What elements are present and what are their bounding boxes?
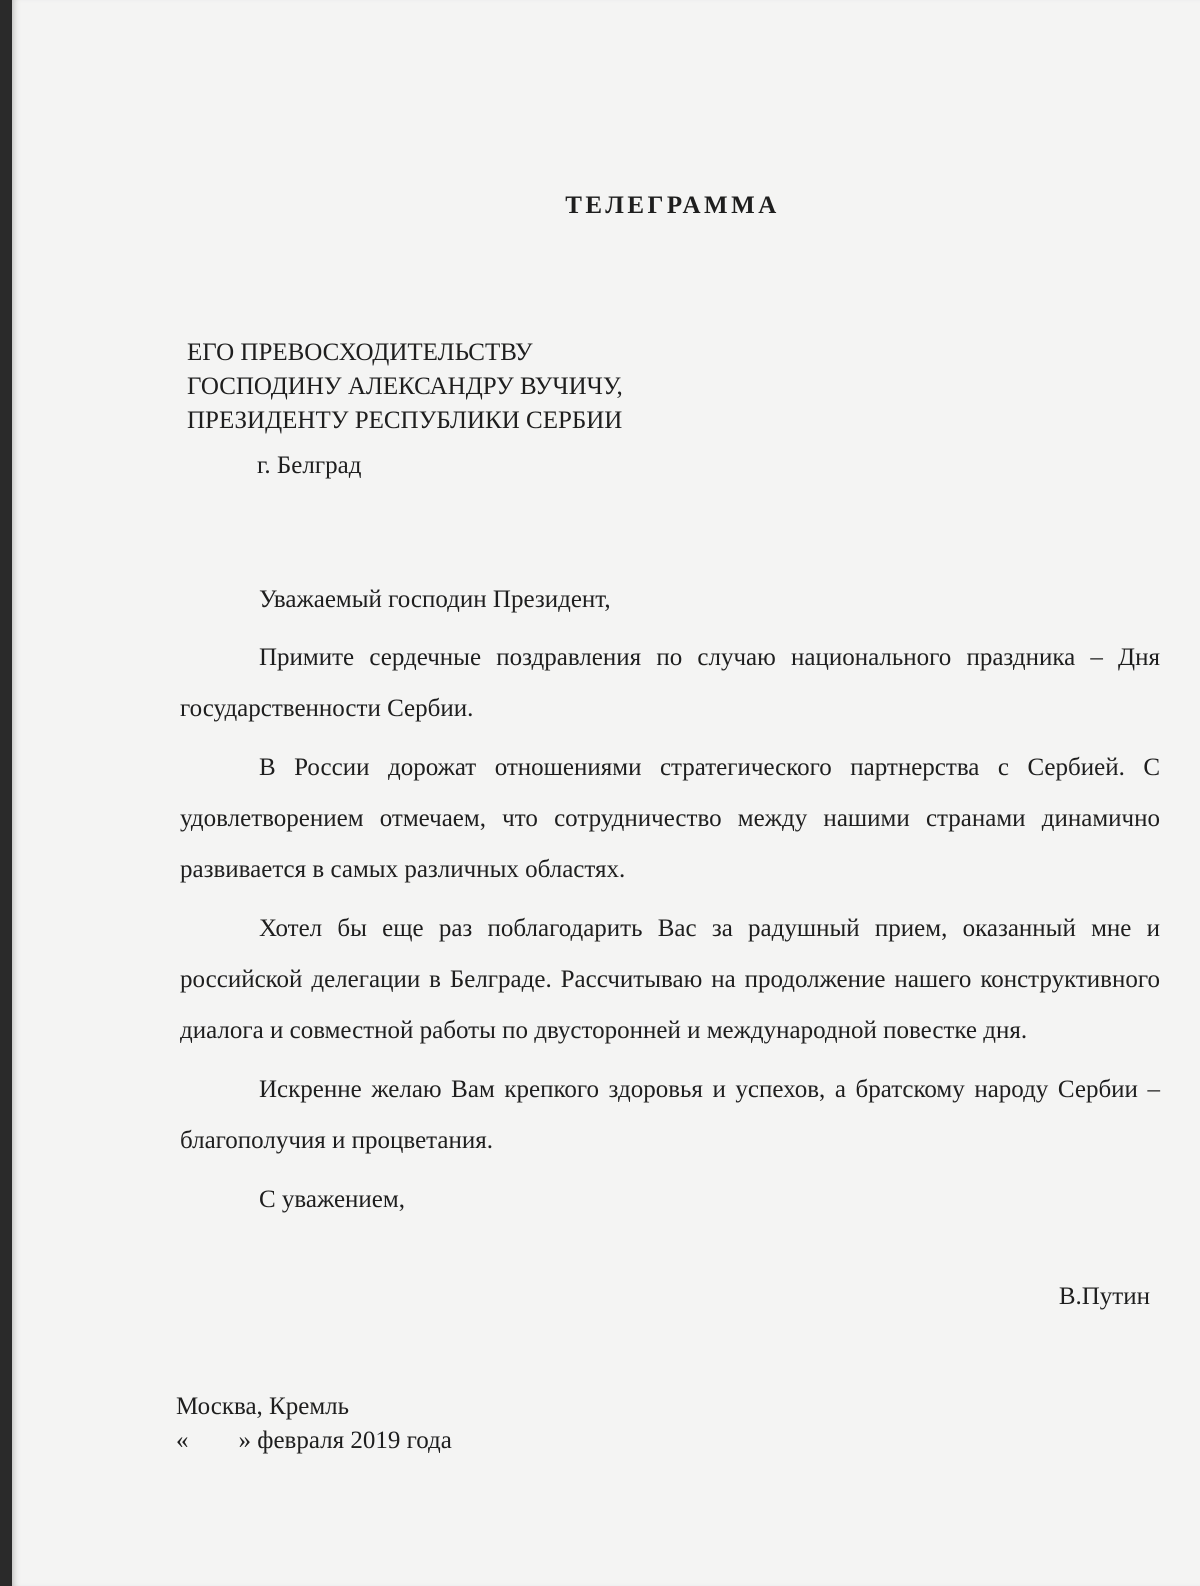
addressee-line: ГОСПОДИНУ АЛЕКСАНДРУ ВУЧИЧУ, xyxy=(187,373,623,400)
letter-body xyxy=(180,578,1160,1225)
addressee-line: ЕГО ПРЕВОСХОДИТЕЛЬСТВУ xyxy=(187,339,533,366)
addressee-block xyxy=(187,336,1087,438)
paragraph: Искренне желаю Вам крепкого здоровья и успехов, а братскому народу Сербии – благополучия и процветания. xyxy=(180,1076,1160,1154)
paragraph: В России дорожат отношениями стратегического партнерства с Сербией. С удовлетворением отмечаем, что сотрудничество между нашими странами динамично развивается в самых различных областях. xyxy=(180,754,1160,883)
addressee-line: ПРЕЗИДЕНТУ РЕСПУБЛИКИ СЕРБИИ xyxy=(187,407,623,434)
greeting: Уважаемый господин Президент, xyxy=(259,586,611,613)
date-line xyxy=(176,1424,452,1458)
date-open-quote: « xyxy=(176,1427,189,1454)
signature: В.Путин xyxy=(1058,1283,1150,1310)
document-page xyxy=(12,0,1200,1586)
paragraph: Примите сердечные поздравления по случаю национального праздника – Дня государственности Сербии. xyxy=(180,644,1160,722)
closing: С уважением, xyxy=(259,1186,405,1213)
paragraph: Хотел бы еще раз поблагодарить Вас за радушный прием, оказанный мне и российской делегации в Белграде. Рассчитываю на продолжение нашего конструктивного диалога и совместной работы по двусторонней и международной повестке дня. xyxy=(180,915,1160,1044)
document-title: ТЕЛЕГРАММА xyxy=(565,192,780,219)
place-of-issue: Москва, Кремль xyxy=(176,1393,350,1420)
addressee-city: г. Белград xyxy=(257,452,362,479)
date-text: » февраля 2019 года xyxy=(238,1427,452,1454)
